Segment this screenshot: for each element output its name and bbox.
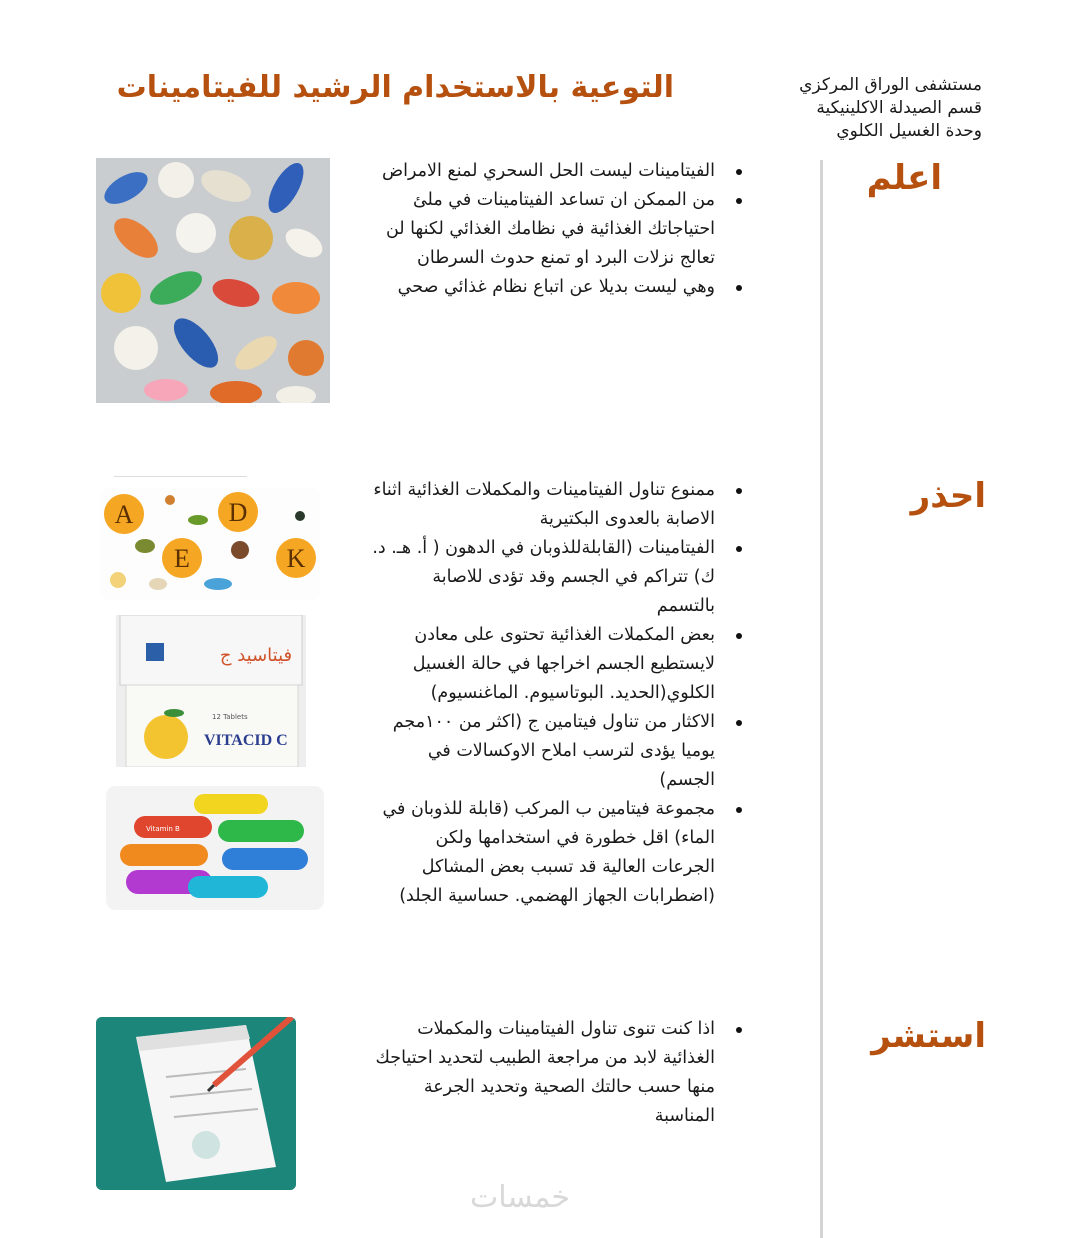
list-item: ممنوع تناول الفيتامينات والمكملات الغذائية اثناء الاصابة بالعدوى البكتيرية	[372, 476, 742, 534]
box-tablets-label: 12 Tablets	[212, 713, 248, 721]
letter-k: K	[286, 544, 306, 573]
bullet-icon	[736, 169, 742, 175]
list-item: من الممكن ان تساعد الفيتامينات في ملئ احتياجاتك الغذائية في نظامك الغذائي لكنها لن تعالج نزلات البرد او تمنع حدوث السرطان	[372, 186, 742, 273]
letter-a: A	[114, 500, 134, 529]
bullet-icon	[736, 807, 742, 813]
hospital-name: مستشفى الوراق المركزي	[799, 75, 982, 95]
heading-beware: احذر	[910, 476, 986, 516]
bullet-icon	[736, 720, 742, 726]
prescription-document-image	[96, 1017, 296, 1190]
vitamin-adek-image	[100, 488, 320, 600]
list-item: الاكثار من تناول فيتامين ج (اكثر من ١٠٠مجم يوميا يؤدى لترسب املاح الاوكسالات في الجسم)	[372, 708, 742, 795]
box-brand-label: VITACID C	[204, 732, 288, 749]
unit-name: وحدة الغسيل الكلوي	[836, 121, 982, 141]
box-arabic-label: فيتاسيد ج	[219, 645, 293, 666]
bullet-icon	[736, 285, 742, 291]
bullet-icon	[736, 198, 742, 204]
pills-image	[96, 158, 330, 403]
watermark: خمسات	[470, 1180, 571, 1215]
list-item: الفيتامينات (القابلةللذوبان في الدهون ( أ. هـ. د. ك) تتراكم في الجسم وقد تؤدى للاصابة بالتسمم	[372, 534, 742, 621]
consult-list	[372, 1015, 742, 1131]
list-item: الفيتامينات ليست الحل السحري لمنع الامراض	[372, 157, 742, 186]
divider-line	[114, 476, 247, 477]
bullet-icon	[736, 546, 742, 552]
beware-list	[372, 476, 742, 911]
page-title: التوعية بالاستخدام الرشيد للفيتامينات	[116, 70, 674, 105]
vitamin-capsules-image	[106, 786, 324, 910]
heading-know: اعلم	[866, 158, 942, 198]
letter-d: D	[228, 498, 248, 527]
capsule-label: Vitamin B	[146, 825, 180, 833]
vertical-divider	[820, 160, 823, 1238]
bullet-icon	[736, 488, 742, 494]
list-item: مجموعة فيتامين ب المركب (قابلة للذوبان في الماء) اقل خطورة في استخدامها ولكن الجرعات العالية قد تسبب بعض المشاكل (اضطرابات الجهاز الهضمي. حساسية الجلد)	[372, 795, 742, 911]
list-item: وهي ليست بديلا عن اتباع نظام غذائي صحي	[372, 273, 742, 302]
bullet-icon	[736, 633, 742, 639]
bullet-icon	[736, 1027, 742, 1033]
know-list	[372, 157, 742, 302]
list-item: اذا كنت تنوى تناول الفيتامينات والمكملات الغذائية لابد من مراجعة الطبيب لتحديد احتياجك منها حسب حالتك الصحية وتحديد الجرعة المناسبة	[372, 1015, 742, 1131]
vitacid-box-image	[116, 615, 306, 767]
department-name: قسم الصيدلة الاكلينيكية	[816, 98, 982, 118]
list-item: بعض المكملات الغذائية تحتوى على معادن لايستطيع الجسم اخراجها في حالة الغسيل الكلوي(الحديد. البوتاسيوم. الماغنسيوم)	[372, 621, 742, 708]
letter-e: E	[174, 544, 190, 573]
heading-consult: استشر	[871, 1016, 986, 1056]
hospital-header	[799, 74, 982, 143]
